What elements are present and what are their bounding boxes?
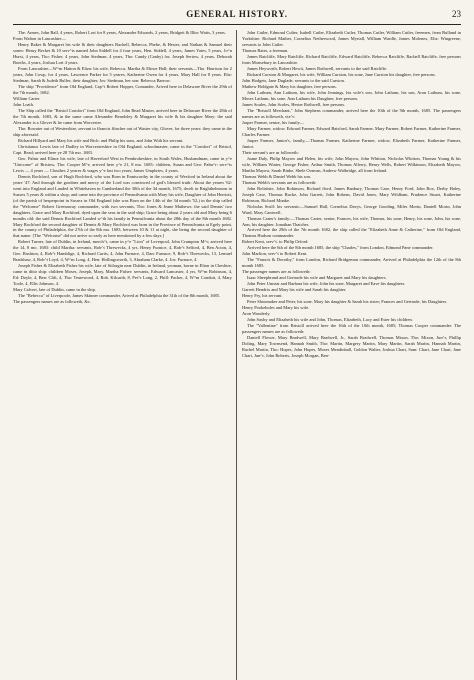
- paragraph: Their servant's are as followeth:: [242, 149, 299, 155]
- paragraph: Joseph Fisher & Elizabeth Fisher his wife, late of Stilorgin near Dublin, in Ireland, yeoman, borne in Elton in Cheshire, came in ditto ship: children Moses, Joseph, Mary, Martha Fisher: servants, Edward Lancaster, 4 yrs, W^m Robinson, 4, Ed: Doyle, 4, Ben: Clift, 4, Tho: Tearewood, 4, Rob. Kilcarth, 8, Pet^r Long, 2, Phill: Packer, 4, W^m Conduit, 4, Mary Toole, 4, Ellis Johnson, 4.: [13, 263, 232, 287]
- paragraph: James Ratcliffe, Mary Ratcliffe, Richard Ratcliffe, Edward Ratcliffe, Rebecca Ratcliffe, Rachell Ratcliffe, free persons from Monsebury in Lancashire.: [242, 53, 461, 65]
- paragraph: The passenger names are as followeth:: [242, 269, 311, 275]
- paragraph: The. Armes, John Ball, 4 years, Robert Lort for 8 years, Alexander Edwards, 2 years, Bridgett & Illin: Watts, 3 years.: [18, 30, 226, 35]
- paragraph: The "Francis & Dorothy," from London, Richard Bridgeman commander, Arrived at Philadelphia the 12th of the 8th month 1685.: [242, 257, 461, 269]
- page-title: GENERAL HISTORY.: [186, 9, 288, 19]
- paragraph: From Walton in Lancashire—: [13, 35, 66, 41]
- paragraph: Thomas Webb's servants are as followeth:: [242, 179, 317, 185]
- paragraph: The Ship called the "Bristol Comfort" from Old England, John Read Master, arrived here in Delaware River the 28th of the 7th month, 1683, & in the same came Alexander Beardsley & Margaret his wife & his daughter Mary: the said Alexander is a Glover & he came from Worcester.: [13, 107, 232, 125]
- paragraph: James Soules, John Scoles, Hester Rothwell, free persons.: [242, 101, 346, 107]
- paragraph: Henry Fry, his servant.: [242, 293, 283, 299]
- paragraph: William Carter.: [13, 95, 41, 101]
- paragraph: Thomas Webb & Daniel Webb his son.: [242, 173, 312, 179]
- paragraph: The ship "Providence" from Old England, Cap^t Robert Hopper, Comander, Arived here in Delaware River the 29th of the 7th month, 1682.: [13, 83, 232, 95]
- paragraph: Daniell Flower, Mary Bradwell, Mary Bradwell, Jr., Sarah Bradwell, Thomas Mixon, Tho: Mixon, Jun^r, Phillip Doling, Mary Townsend, Hannah Smith, Tho: Martin, Margery Martin, Mary Martin, Sarah Martin, Hannah Martin, Rachel Martin, Tho: Hopes, John Hopes, Moses Mendinhall, Goldon Walter, Joshua Chart, Sam: Chart, Jane Chart, Jane Chart, Jun^r, John Roberts, Joseph Morgan, Ben-: [242, 335, 461, 359]
- paragraph: Garrett Hendrix and Mary his wife and Sarah his daughter.: [242, 287, 347, 293]
- paragraph: John Hodgets, Jane Duglade, servants to the said Curston.: [242, 77, 345, 83]
- paragraph: From Lancashire—W^m Hatton & Eliza: his wife, Rebecca, Martha & Elinor Hall; their servants—Tho. Harrison for 2 years, John Cowp, for 4 years, Lawrence Parker for 5 yeares, Katherine Owen for 4 years, Mary Hall for 8 years. Eliz: Stedman, Sarah & Judeth Bulfer, their daughter, Jos: Stedman, her son: Rebecca Barrow.: [13, 65, 232, 83]
- paragraph: Richard Hillyard and Mary his wife and Rich: and Philip his sons, and John With his servant.: [18, 137, 184, 143]
- paragraph: John Lathum, Ann Lathum, his wife, John Jennings, his wife's son, John Lathum, his son, Aron Lathum, his sone, Moses Lathum, his sone, Ann Lathum his Daughter, free persons.: [242, 89, 461, 101]
- paragraph: The "Bristoll Merchant," John Stephens commander, arrived here the 10th of the 9th month, 1685. The passengers names are as followeth, viz^t:: [242, 107, 461, 119]
- paragraph: Peter Shoomaker and Peter, his sone, Mary his daughter & Sarah his sister; Frances and Gertrude, his Daughters.: [247, 299, 448, 305]
- running-header: [13, 8, 461, 25]
- paragraph: Henry Baker & Margaret his wife & their daughters Rachell, Rebecca, Phebe, & Hester, and Nathan & Samuel their sones: Henry Becket & 10 serv^ts named John Siddell for 4 four years, Hen. Siddell, 4 years, James Yates, 5 years, Jo^n Hurst, 4 years, Tho: Fisher, 4 years, John Stedman, 4 years, Tho: Candy (Canby) for, Joseph Sertow, 4 years, Deborah Booths, 4 years, Joshua Lort 4 years.: [13, 41, 232, 65]
- paragraph: Henry Pookeboles and Mary his wife.: [242, 305, 310, 311]
- paragraph: Tho: Bowater out of Westershire, servant to ffrancis ffincher out of Waster city, Glover, for three years: they came in the ship aforesaid.: [13, 125, 232, 137]
- paragraph: John Boltsbire, John Robinson, Richard fford, James Banbury, Thomas Case, Henry Ford, John Box, Derby Haley, Joseph Case, Thomas Rucke, John Garrett, John Robens, David Jones, Mary Wildham, Prudence Stuart, Katherine Robinson, Richard Munke.: [242, 185, 461, 203]
- paragraph: Richard Curston & Margaret, his wife, William Curston, his sone, Jane Curston his daughter, free persons.: [247, 71, 436, 77]
- paragraph: The passengers names are as followeth, &c.: [13, 299, 91, 305]
- paragraph: John Saxby and Elizabeth his wife and John, Thomas, Elizabeth, Lucy and Ester his children.: [247, 317, 413, 323]
- paragraph: Robert Kent, serv^t. to Philip Orford.: [242, 239, 309, 245]
- paragraph: Mathew Holdgate & Mary his daughter, free persons.: [242, 83, 337, 89]
- paragraph: Mary Calvert, late of Dublin, came in the ship.: [13, 287, 96, 293]
- paragraph: Nicholas Scull: his servants:—Samuel Hall, Cornelius Davys, George Gooding, Miles Morin, Daniell Morin, John Ward, Mary Cantwell.: [242, 203, 461, 215]
- page-number: 23: [452, 9, 461, 19]
- paragraph: Isaac Sheepbrand and Gertrude his wife and Margaret and Mary his daughters.: [247, 275, 387, 281]
- paragraph: John Marlton, serv^t to Robert Kent.: [242, 251, 308, 257]
- left-column: [13, 30, 237, 680]
- paragraph: The "Vallentine" from Bristoll arrived here the 16th of the 10th month, 1685; Thomas Cooper commander. The passengers names are as followeth:: [242, 323, 461, 335]
- paragraph: Arrived here the 29th of the 7th month 1682, the ship called the "Elizabeth Anne & Catherine," from Old England, Thomas Hudson commander.: [242, 227, 461, 239]
- paragraph: Mary Farmer, widow. Edward Farmer, Edward Batsford, Sarah Farmer, Mary Farmer, Robert Farmer, Katherine Farmer, Charles Farmer.: [242, 125, 461, 137]
- text-columns: [13, 30, 461, 680]
- paragraph: Thomas Bates, a freeman.: [242, 47, 289, 53]
- right-column: [237, 30, 461, 680]
- paragraph: John Cutler, Edmond Culter, Isabell Cutler, Elizabeth Cutler, Thomas Cutler, William Cutler, freemen, from Bulland in Yorkshire. Richard Mather, Cornelius Netherwood, James Myriall, William Wardle, James Molenex, Eliz: Wingreene, servants to John Cutler.: [242, 30, 461, 47]
- paragraph: Aron Wonderly.: [242, 311, 271, 317]
- paragraph: Robert Turner, late of Dublin, in Ireland, merch^t, came in y^e "Lion" of Leverpool, John Crumpton M^r; arrived here the 14, 8 mo. 1683: child Martha: servants, Rob^t Threwecks, 4 yrs, Henry Furnice, 4, Rob^t Selford, 4, Ben Acton, 4, Geo. Rushton, 4, Rob^t Hamblige, 4, Richard Curtis, 4, John Furnace, 4, Dan: Furnace, 9, Rob^t Threwecks, 13, Lemuel Bradshaw, 4, Rob^t Loyd, 4, W^m Long, 4, Hen: Hollingsworth, 3, Abraham Clarke, 4. Jos: Furnace, 4.: [13, 239, 232, 263]
- paragraph: Joane Daly, Philip Mayow and Helen, his wife, John Mayow, John Whitton, Nicholas Whitton, Thomas Young & his wife, William Winter, George Fisher, Arthur Smith, Thomas Alferry, Henry Wells, Robert Wilkinson, Elizabeth Mayow, Martha Mayow, Sarah Binke, Shele Oonvan, Andrew Walbridge, all from Ireland.: [242, 155, 461, 173]
- paragraph: Thomas Carter's family:—Thomas Carter, senior, Frances, his wife, Thomas, his sone, Henry, his sone, John, his sone, Ann, his daughter. Jonathan Thatcher.: [242, 215, 461, 227]
- paragraph: Jasper Farmer, senior, his family—: [242, 119, 305, 125]
- paragraph: The "Rebecca" of Liverpoole, James Skinner commander, Arived at Philadelphia the 31th of the 8th month, 1685.: [18, 293, 221, 299]
- paragraph: Geo. Palmr and Elinor his wife, late of Haverford West in Pembrokeshire, in South Wales, Husbandman, came in y^e "Unicorne" of Bristow, Tho: Cooper M^r; arrived here y^e 21, 8 mo. 1683: children, Susan and Geo: Palm^r: serv^ts Lewis — 4 years — Clouthes 2 yeares & wages y^e last two years; James Umphries, 4 years.: [13, 155, 232, 173]
- paragraph: Dennis Rochford, son of Hugh Rochford, who was Born in Enniscorthy in the county of Wexford in Ireland about the yeare '47: And through the goodnes and mercy of the Lord was convinced of god's blessed truth: About the yeares '62: went into England and Landed in Whitehaven in Cumberland the 30th of the 3d month, 1675; dwelt in Brighthelmston in Sussex 5 years & within a shop, and came into the province of Pennsilvania with Mary his wife, Daughter of John Herriott, (of the parish of hesperpoint in Sussex in Old England (she was Born on the 14th of the 3d month '52,) in the ship called the "Welcome" Robert Greenaway commander, with two servants, Tho: Jones & Jeane Mathews: the said Dennis' two daughters, Grace and Mary Rochford, dyed upon the seas in the said ship; Grace being about 2 years old and Mary being 6 months old: the said Dennis Rochford Landed w^th his family in Pennsilvania about the 28th day of the 8th month 1682. Mary Rochford the second daughter of Dennis & Mary Rochford was born in the Province of Pennsilvania at Egely point, in the county of Philadelphia, the 27th of the 8th mo. 1683, between 10 & 11 at night, she being the second daughter of that name. [The "Welcome" did not arrive so early as here mentioned by a few days.]: [13, 173, 232, 239]
- paragraph: Jasper Farmer, Junior's, family,—Thomas Farmer, Katherine Farmer, widow, Elizabeth Farmer, Katherine Farmer, Junior.: [242, 137, 461, 149]
- paragraph: John Loath.: [13, 101, 34, 107]
- paragraph: Arrived here the 6th of the 8th month 1685, the ship "Charles," from London, Edmond Pane commander.: [247, 245, 434, 251]
- paragraph: Christianus Lewis late of Dudley in Worcestershire in Old England, schoolmaster, came in the "Comfort" of Bristol, Capt. Read; arrived here ye 28 7th mo. 1683.: [13, 143, 232, 155]
- paragraph: John Peter Umstat and Barbara his wife, John his sone, Margaret and Eave his daughters.: [247, 281, 406, 287]
- paragraph: James Heyworth, Robert Hewit, James Rothwell, servants to the said Ratcliffe.: [247, 65, 388, 71]
